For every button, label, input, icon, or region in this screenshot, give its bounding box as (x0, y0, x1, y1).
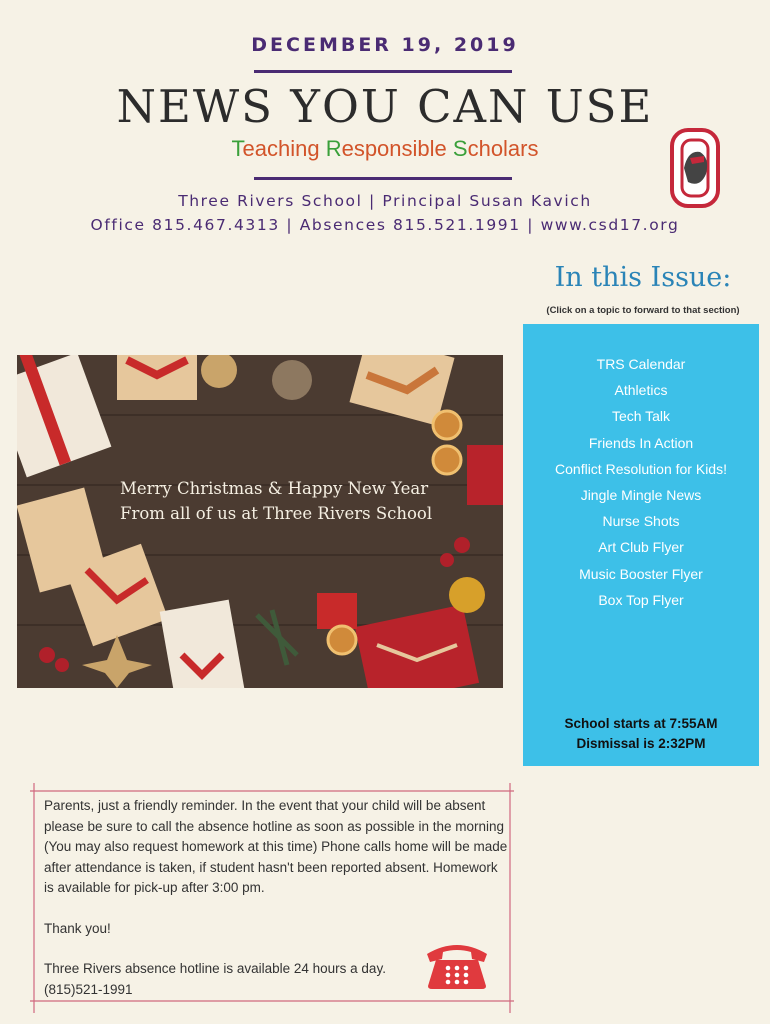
school-line: Three Rivers School | Principal Susan Kavich (178, 192, 592, 210)
table-of-contents (523, 324, 759, 766)
school-logo-icon (670, 128, 720, 208)
tagline-r: R (325, 136, 342, 161)
toc-item-tech-talk[interactable]: Tech Talk (611, 408, 671, 425)
greeting-text (120, 476, 432, 526)
issue-heading: In this Issue: (554, 262, 732, 293)
toc-item-jingle-mingle[interactable]: Jingle Mingle News (580, 486, 702, 503)
tagline-part: eaching (242, 136, 326, 161)
greeting-line-1: Merry Christmas & Happy New Year (120, 479, 429, 498)
contact-line: Office 815.467.4313 | Absences 815.521.1991 | www.csd17.org (90, 216, 680, 234)
divider (254, 70, 512, 73)
newsletter-title: NEWS YOU CAN USE (116, 80, 654, 133)
tagline (0, 136, 770, 162)
toc-item-friends-in-action[interactable]: Friends In Action (588, 434, 694, 451)
greeting-line-2: From all of us at Three Rivers School (120, 504, 433, 523)
divider (254, 177, 512, 180)
issue-note: (Click on a topic to forward to that section) (546, 305, 740, 316)
hotline-number: (815)521-1991 (44, 981, 133, 997)
toc-item-art-club[interactable]: Art Club Flyer (598, 539, 684, 556)
hotline-text: Three Rivers absence hotline is available 24 hours a day. (44, 961, 386, 976)
newsletter-date: DECEMBER 19, 2019 (251, 34, 519, 56)
toc-item-conflict-resolution[interactable]: Conflict Resolution for Kids! (555, 460, 727, 477)
toc-item-box-top[interactable]: Box Top Flyer (598, 591, 684, 608)
tagline-part: cholars (467, 136, 539, 161)
toc-item-nurse-shots[interactable]: Nurse Shots (602, 513, 680, 530)
toc-item-music-booster[interactable]: Music Booster Flyer (579, 565, 703, 582)
dismissal-time: Dismissal is 2:32PM (576, 736, 706, 751)
start-time: School starts at 7:55AM (564, 716, 718, 731)
toc-item-trs-calendar[interactable]: TRS Calendar (596, 356, 686, 372)
tagline-t: T (231, 136, 243, 161)
toc-item-athletics[interactable]: Athletics (614, 382, 668, 399)
telephone-icon (424, 940, 490, 990)
reminder-thanks: Thank you! (44, 920, 111, 936)
tagline-s: S (452, 136, 468, 161)
tagline-part: esponsible (341, 136, 453, 161)
school-times (523, 714, 759, 754)
reminder-paragraph: Parents, just a friendly reminder. In the event that your child will be absent please be sure to call the absence hotline as soon as possible in the morning (You may also request homework at this time) Phone calls home will be made after attendance is taken, if student hasn't been reported absent. Homework is available for pick-up after 3:00 pm. (44, 798, 508, 895)
